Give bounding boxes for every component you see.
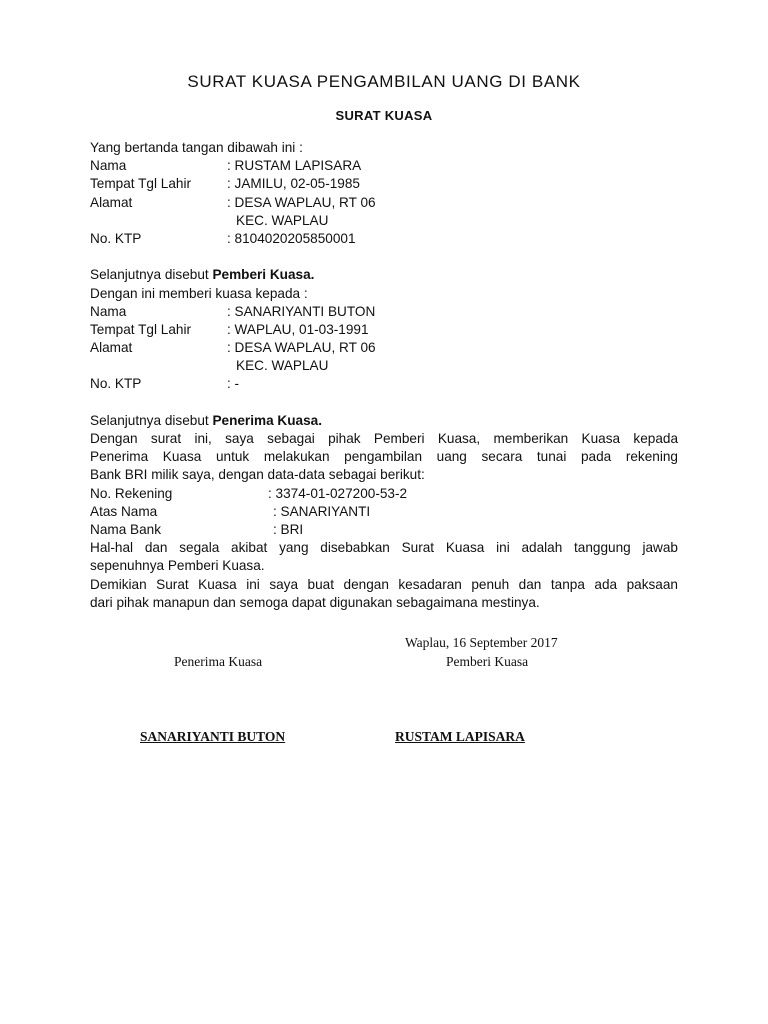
field-label: Nama Bank [90, 521, 162, 537]
pemberi-nama-row [90, 157, 678, 175]
kepada-line: Dengan ini memberi kuasa kepada : [90, 285, 308, 301]
field-value: : 8104020205850001 [227, 230, 356, 246]
field-value: : - [227, 376, 240, 392]
spacer [90, 248, 678, 266]
field-value: : JAMILU, 02-05-1985 [227, 176, 360, 192]
paragraph-akibat-line: Hal-hal dan segala akibat yang disebabkan Surat Kuasa ini adalah tanggung jawab [90, 540, 678, 556]
intro-line: Yang bertanda tangan dibawah ini : [90, 140, 303, 155]
rekening-atas-nama-row [90, 503, 678, 521]
place-date: Waplau, 16 September 2017 [405, 635, 558, 650]
field-value: KEC. WAPLAU [236, 358, 329, 374]
paragraph-kuasa-line: Dengan surat ini, saya sebagai pihak Pemberi Kuasa, memberikan Kuasa kepada [90, 431, 678, 446]
penerima-sign-label: Penerima Kuasa [174, 654, 263, 669]
paragraph-kuasa-line: Penerima Kuasa untuk melakukan pengambilan uang secara tunai pada rekening [90, 449, 678, 465]
field-label: Atas Nama [90, 503, 158, 519]
field-label: Alamat [90, 194, 133, 210]
penerima-reference-line: Selanjutnya disebut Penerima Kuasa. [90, 412, 322, 428]
field-label: Nama [90, 158, 127, 174]
paragraph-demikian-line: Demikian Surat Kuasa ini saya buat dengan kesadaran penuh dan tanpa ada paksaan [90, 576, 678, 592]
penerima-ktp-row [90, 375, 678, 393]
field-label: Nama [90, 303, 127, 319]
rekening-nama-bank-row [90, 521, 678, 539]
pemberi-alamat-row-2 [90, 212, 678, 230]
field-value: : DESA WAPLAU, RT 06 [227, 340, 376, 356]
field-label: No. KTP [90, 376, 142, 392]
field-label: No. Rekening [90, 485, 173, 501]
penerima-ttl-row [90, 321, 678, 339]
document-subtitle: SURAT KUASA [335, 108, 433, 123]
field-value: : SANARIYANTI BUTON [227, 303, 376, 319]
spacer [90, 394, 678, 412]
field-value: : RUSTAM LAPISARA [227, 158, 362, 174]
document-title: SURAT KUASA PENGAMBILAN UANG DI BANK [187, 72, 581, 91]
field-value: : BRI [273, 521, 304, 537]
field-value: : WAPLAU, 01-03-1991 [227, 321, 369, 337]
paragraph-akibat-line: sepenuhnya Pemberi Kuasa. [90, 558, 265, 574]
rekening-no-row [90, 485, 678, 503]
pemberi-ttl-row [90, 175, 678, 193]
paragraph-demikian-line: dari pihak manapun dan semoga dapat digunakan sebagaimana mestinya. [90, 594, 540, 610]
pemberi-alamat-row [90, 194, 678, 212]
field-label: No. KTP [90, 230, 142, 246]
penerima-nama-row [90, 303, 678, 321]
pemberi-reference-line: Selanjutnya disebut Pemberi Kuasa. [90, 267, 315, 283]
field-label: Tempat Tgl Lahir [90, 321, 191, 337]
field-value: : DESA WAPLAU, RT 06 [227, 194, 376, 210]
field-label: Alamat [90, 340, 133, 356]
penerima-alamat-row-2 [90, 357, 678, 375]
pemberi-ktp-row [90, 230, 678, 248]
document-body [90, 139, 678, 612]
pemberi-sign-name: RUSTAM LAPISARA [395, 729, 525, 744]
paragraph-kuasa-line: Bank BRI milik saya, dengan data-data sebagai berikut: [90, 467, 425, 483]
pemberi-sign-label: Pemberi Kuasa [446, 654, 529, 669]
penerima-sign-name: SANARIYANTI BUTON [140, 729, 286, 744]
field-label: Tempat Tgl Lahir [90, 176, 191, 192]
field-value: : 3374-01-027200-53-2 [268, 485, 408, 501]
penerima-alamat-row [90, 339, 678, 357]
field-value: KEC. WAPLAU [236, 212, 329, 228]
field-value: : SANARIYANTI [273, 503, 371, 519]
